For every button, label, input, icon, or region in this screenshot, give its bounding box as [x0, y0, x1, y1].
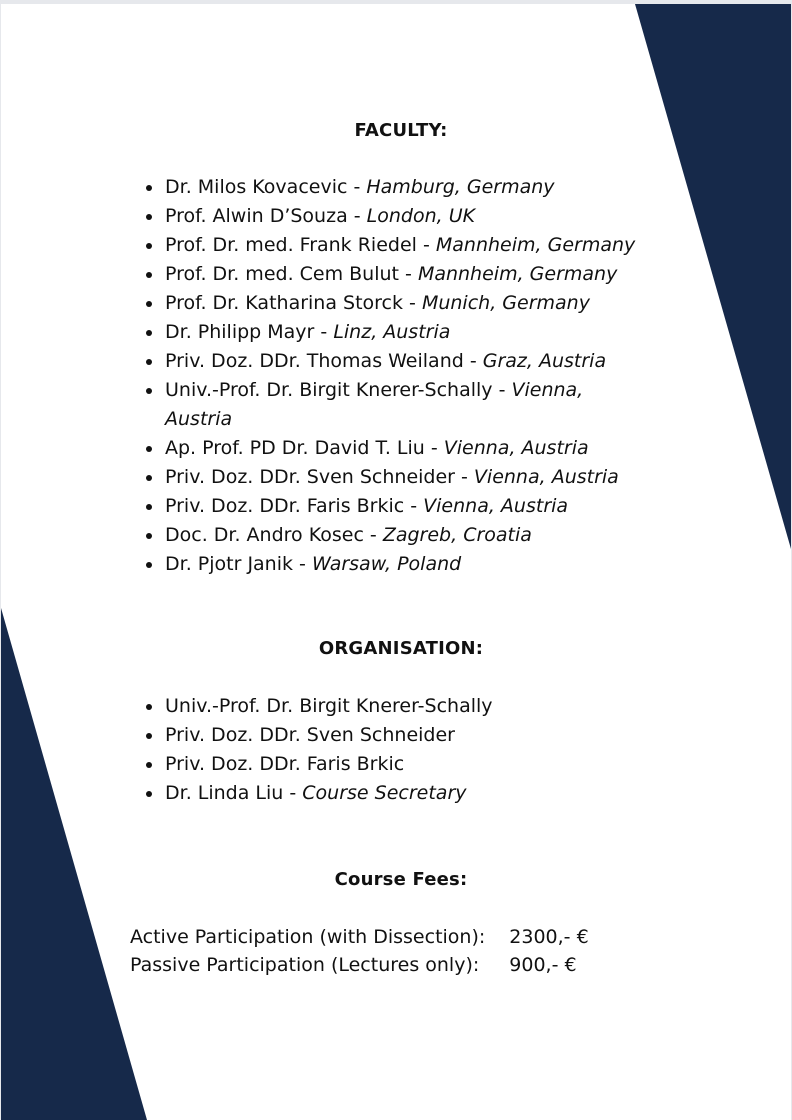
person-name: Dr. Milos Kovacevic — [165, 176, 348, 198]
faculty-list — [145, 173, 645, 579]
fee-amount: 900,- € — [509, 954, 577, 976]
list-item: Priv. Doz. DDr. Faris Brkic - Vienna, Austria — [145, 492, 645, 521]
course-fees-heading: Course Fees: — [334, 869, 468, 890]
list-item — [145, 721, 645, 750]
fee-row — [130, 923, 589, 951]
person-name: Priv. Doz. DDr. Faris Brkic — [165, 753, 405, 775]
list-item: Dr. Milos Kovacevic - Hamburg, Germany — [145, 173, 645, 202]
person-name: Dr. Linda Liu — [165, 782, 284, 804]
fee-label: Active Participation (with Dissection): — [130, 926, 486, 948]
person-name: Dr. Philipp Mayr — [165, 321, 315, 343]
person-location: Mannheim, Germany — [435, 234, 636, 256]
list-item: Prof. Dr. med. Cem Bulut - Mannheim, Germany — [145, 260, 645, 289]
person-location: Hamburg, Germany — [366, 176, 555, 198]
person-location: Munich, Germany — [421, 292, 590, 314]
person-name: Priv. Doz. DDr. Sven Schneider — [165, 466, 455, 488]
person-location: London, UK — [366, 205, 476, 227]
person-location: Warsaw, Poland — [311, 553, 462, 575]
list-item: Prof. Alwin D’Souza - London, UK — [145, 202, 645, 231]
list-item: Univ.-Prof. Dr. Birgit Knerer-Schally - Vienna, Austria — [145, 376, 645, 434]
person-name: Prof. Dr. Katharina Storck — [165, 292, 404, 314]
person-name: Priv. Doz. DDr. Sven Schneider — [165, 724, 455, 746]
person-location: Vienna, Austria — [473, 466, 619, 488]
person-name: Univ.-Prof. Dr. Birgit Knerer-Schally — [165, 695, 493, 717]
person-location: Graz, Austria — [482, 350, 607, 372]
list-item: Prof. Dr. med. Frank Riedel - Mannheim, Germany — [145, 231, 645, 260]
person-location: Mannheim, Germany — [417, 263, 618, 285]
document-page — [1, 4, 791, 1120]
person-location: Linz, Austria — [333, 321, 451, 343]
course-fees-table — [130, 923, 589, 979]
list-item — [145, 750, 645, 779]
person-name: Prof. Alwin D’Souza — [165, 205, 348, 227]
fee-row — [130, 951, 589, 979]
person-location: Zagreb, Croatia — [382, 524, 532, 546]
person-location: Vienna, Austria — [443, 437, 589, 459]
person-name: Priv. Doz. DDr. Faris Brkic — [165, 495, 405, 517]
bottom-left-navy-band — [1, 608, 147, 1120]
list-item: Doc. Dr. Andro Kosec - Zagreb, Croatia — [145, 521, 645, 550]
person-location: Vienna, Austria — [165, 379, 584, 430]
person-name: Doc. Dr. Andro Kosec — [165, 524, 364, 546]
person-name: Prof. Dr. med. Frank Riedel — [165, 234, 417, 256]
person-role: Course Secretary — [302, 782, 467, 804]
fee-label: Passive Participation (Lectures only): — [130, 954, 480, 976]
person-name: Univ.-Prof. Dr. Birgit Knerer-Schally — [165, 379, 493, 401]
faculty-heading: FACULTY: — [354, 120, 448, 141]
person-name: Priv. Doz. DDr. Thomas Weiland — [165, 350, 464, 372]
organisation-heading: ORGANISATION: — [318, 638, 484, 659]
person-location: Vienna, Austria — [423, 495, 569, 517]
top-right-navy-band — [635, 4, 791, 549]
list-item — [145, 692, 645, 721]
list-item: Priv. Doz. DDr. Sven Schneider - Vienna, Austria — [145, 463, 645, 492]
list-item: Dr. Philipp Mayr - Linz, Austria — [145, 318, 645, 347]
person-name: Ap. Prof. PD Dr. David T. Liu — [165, 437, 425, 459]
list-item: Dr. Pjotr Janik - Warsaw, Poland — [145, 550, 645, 579]
person-name: Dr. Pjotr Janik — [165, 553, 294, 575]
list-item: Dr. Linda Liu - Course Secretary — [145, 779, 645, 808]
list-item: Ap. Prof. PD Dr. David T. Liu - Vienna, Austria — [145, 434, 645, 463]
organisation-list — [145, 692, 645, 808]
list-item: Priv. Doz. DDr. Thomas Weiland - Graz, Austria — [145, 347, 645, 376]
list-item: Prof. Dr. Katharina Storck - Munich, Germany — [145, 289, 645, 318]
person-name: Prof. Dr. med. Cem Bulut — [165, 263, 399, 285]
fee-amount: 2300,- € — [509, 926, 589, 948]
